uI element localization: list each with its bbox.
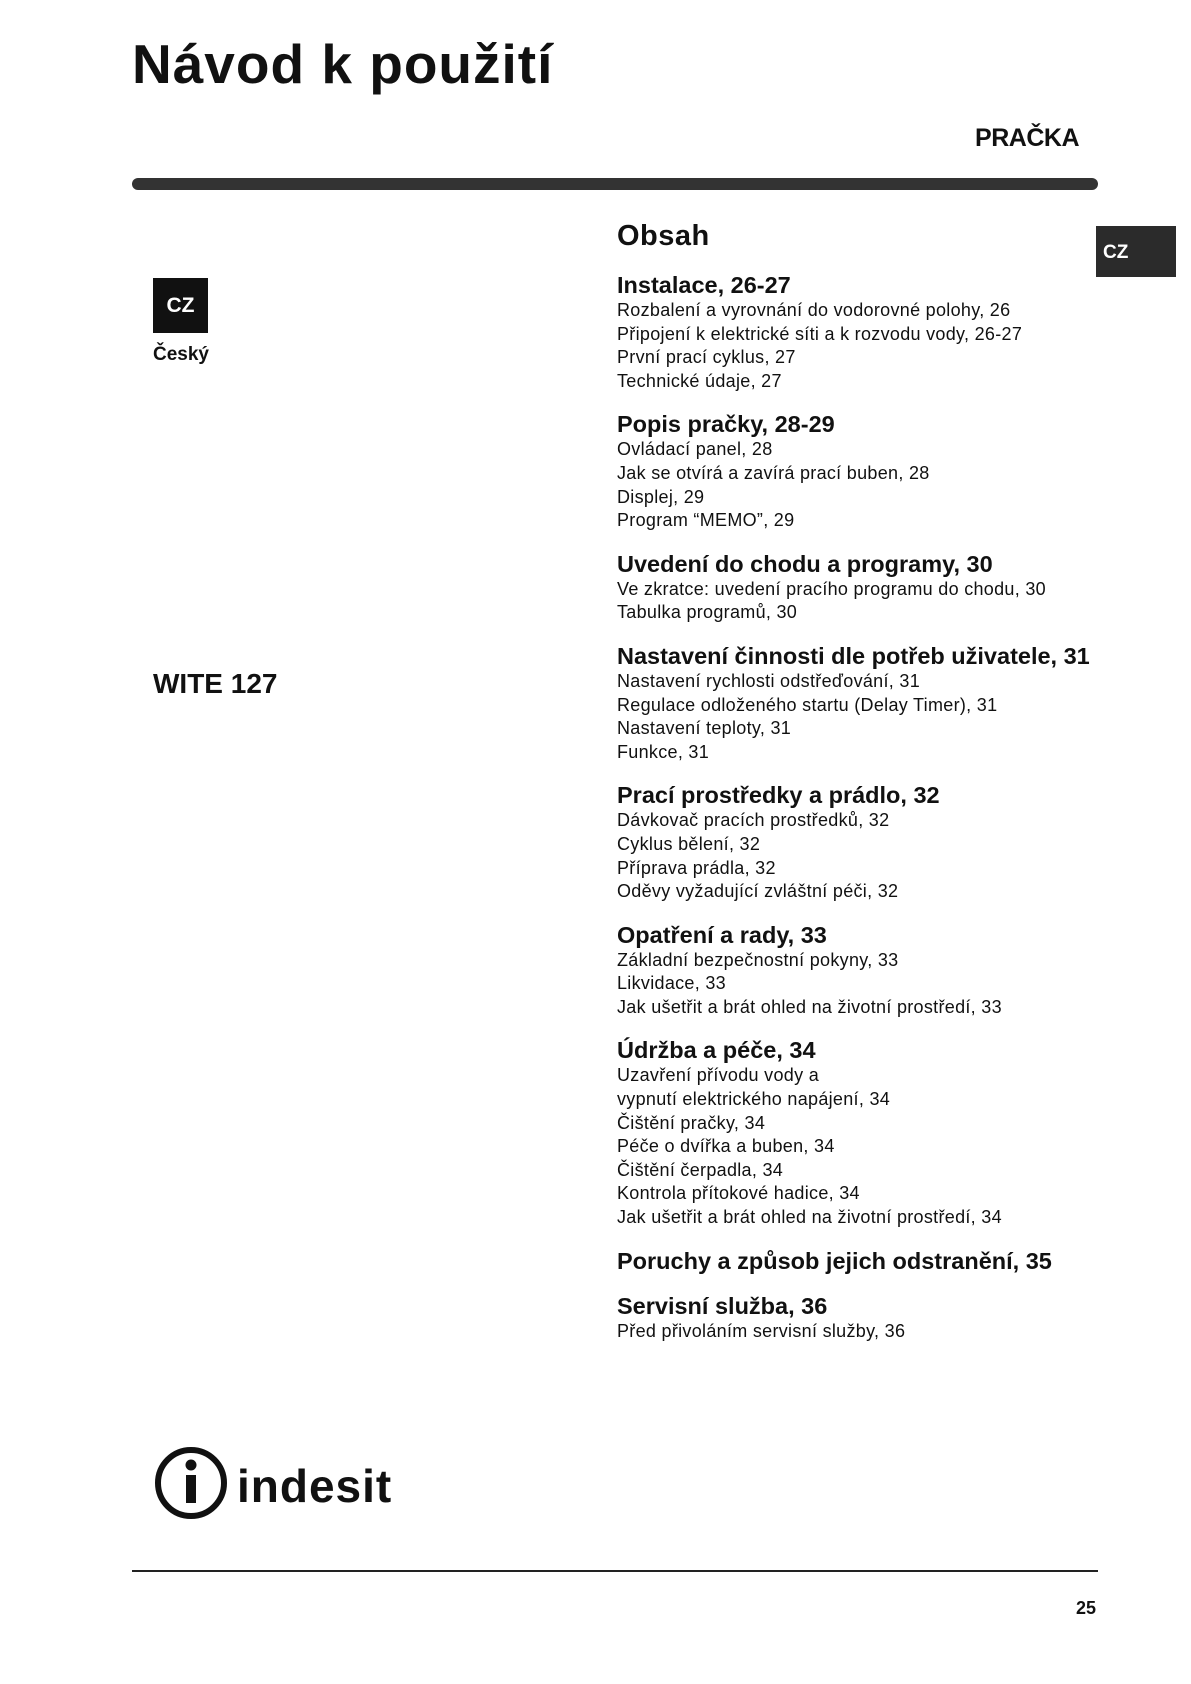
header-divider	[132, 178, 1098, 190]
toc-section-title: Popis pračky, 28-29	[617, 411, 835, 438]
toc-entry: vypnutí elektrického napájení, 34	[617, 1089, 891, 1110]
toc-entry: Cyklus bělení, 32	[617, 833, 761, 854]
toc-section-title: Servisní služba, 36	[617, 1292, 828, 1319]
toc-section-title: Nastavení činnosti dle potřeb uživatele, 31	[617, 642, 1090, 669]
toc-section-title: Opatření a rady, 33	[617, 921, 827, 948]
toc-heading: Obsah	[617, 220, 710, 252]
toc-entry: Oděvy vyžadující zvláštní péči, 32	[617, 881, 899, 902]
toc-entry: Nastavení rychlosti odstřeďování, 31	[617, 670, 921, 691]
toc-sections	[617, 271, 1117, 1343]
toc-section	[617, 921, 1117, 1020]
toc-entry: Rozbalení a vyrovnání do vodorovné polohy, 26	[617, 300, 1011, 320]
toc-entry: Čištění čerpadla, 34	[617, 1159, 784, 1180]
toc-section-title: Prací prostředky a prádlo, 32	[617, 782, 940, 809]
product-type: PRAČKA	[975, 124, 1079, 152]
toc-entry: Program “MEMO”, 29	[617, 510, 795, 531]
language-name: Český	[153, 344, 209, 365]
toc-entry: Kontrola přítokové hadice, 34	[617, 1183, 860, 1204]
toc-section	[617, 271, 1117, 393]
language-code-badge: CZ	[153, 278, 208, 333]
toc-entry: Nastavení teploty, 31	[617, 718, 792, 739]
toc-section	[617, 550, 1117, 625]
toc-entry: Péče o dvířka a buben, 34	[617, 1136, 835, 1157]
toc-section-title: Instalace, 26-27	[617, 272, 791, 298]
language-tab: CZ	[1096, 226, 1176, 277]
indesit-logo-icon	[153, 1445, 423, 1521]
toc-entry: Příprava prádla, 32	[617, 857, 776, 878]
page-number: 25	[1075, 1598, 1096, 1618]
toc-section	[617, 1247, 1117, 1275]
toc-entry: Čištění pračky, 34	[617, 1112, 766, 1133]
toc-entry: Ve zkratce: uvedení pracího programu do chodu, 30	[617, 578, 1046, 599]
toc-entry: Před přivoláním servisní služby, 36	[617, 1320, 906, 1341]
toc-entry: Základní bezpečnostní pokyny, 33	[617, 949, 899, 970]
toc-entry: Jak ušetřit a brát ohled na životní prostředí, 33	[617, 996, 1002, 1017]
toc-entry: Připojení k elektrické síti a k rozvodu vody, 26-27	[617, 323, 1023, 344]
brand-name: indesit	[237, 1460, 393, 1512]
toc-entry: Regulace odloženého startu (Delay Timer), 31	[617, 694, 998, 715]
toc-entry: Dávkovač pracích prostředků, 32	[617, 810, 890, 831]
toc-entry: Uzavření přívodu vody a	[617, 1065, 819, 1086]
brand-logo	[153, 1445, 423, 1521]
toc-entry: Ovládací panel, 28	[617, 439, 773, 460]
table-of-contents	[617, 220, 1117, 1360]
toc-section-title: Uvedení do chodu a programy, 30	[617, 550, 993, 577]
toc-section	[617, 781, 1117, 903]
toc-entry: Funkce, 31	[617, 741, 710, 762]
toc-section	[617, 1036, 1117, 1229]
toc-section	[617, 642, 1117, 764]
toc-entry: Jak ušetřit a brát ohled na životní prostředí, 34	[617, 1207, 1002, 1228]
document-title: Návod k použití	[132, 33, 554, 95]
toc-section-title: Údržba a péče, 34	[617, 1037, 816, 1064]
model-name: WITE 127	[153, 668, 278, 699]
toc-section-title: Poruchy a způsob jejich odstranění, 35	[617, 1247, 1052, 1274]
toc-entry: Likvidace, 33	[617, 973, 726, 994]
toc-section	[617, 410, 1117, 532]
toc-entry: Technické údaje, 27	[617, 370, 782, 391]
footer-divider	[132, 1570, 1098, 1572]
toc-entry: První prací cyklus, 27	[617, 347, 796, 368]
toc-entry: Tabulka programů, 30	[617, 602, 798, 623]
toc-section	[617, 1292, 1117, 1344]
toc-entry: Displej, 29	[617, 486, 705, 507]
toc-entry: Jak se otvírá a zavírá prací buben, 28	[617, 462, 930, 483]
